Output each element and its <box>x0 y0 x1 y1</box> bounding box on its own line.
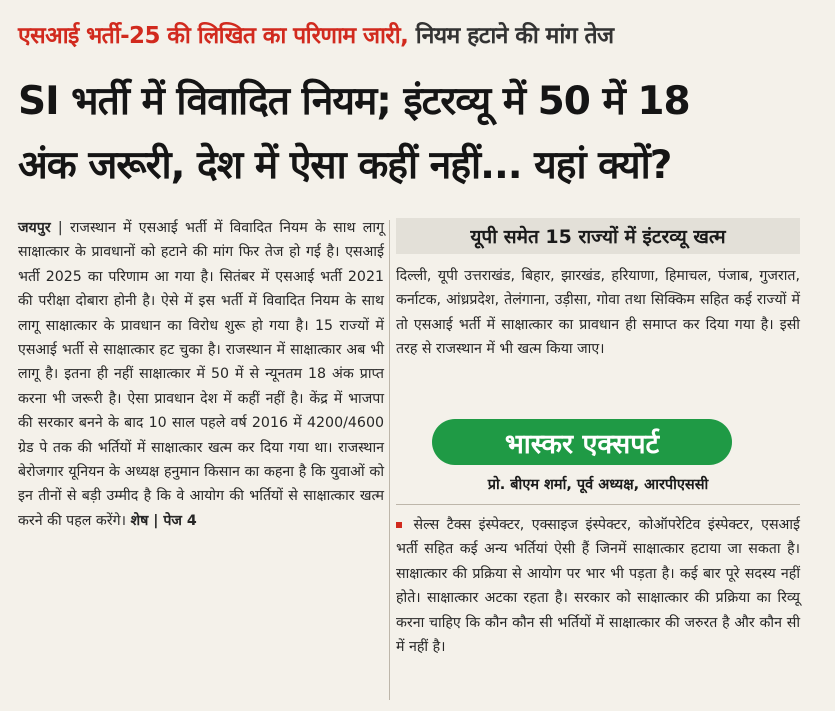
headline-line-1: SI भर्ती में विवादित नियम; इंटरव्यू में 50 में 18 <box>18 79 690 124</box>
expert-opinion <box>396 513 800 659</box>
expert-title: पूर्व अध्यक्ष, आरपीएससी <box>576 477 709 493</box>
continuation-note: शेष | पेज 4 <box>130 512 197 529</box>
expert-divider <box>396 504 800 505</box>
kicker-headline <box>18 18 823 50</box>
expert-name: प्रो. बीएम शर्मा, <box>487 477 572 493</box>
kicker-red-text: एसआई भर्ती-25 की लिखित का परिणाम जारी, <box>18 23 409 49</box>
sidebar-body: दिल्ली, यूपी उत्तराखंड, बिहार, झारखंड, हरियाणा, हिमाचल, पंजाब, गुजरात, कर्नाटक, आंध्रप्रदेश, तेलंगाना, उड़ीसा, गोवा तथा सिक्किम सहित कई राज्यों में तो एसआई भर्ती में साक्षात्कार का प्रावधान ही समाप्त कर दिया गया है। इसी तरह से राजस्थान में भी खत्म किया जाए। <box>396 268 800 358</box>
expert-badge-label: भास्कर एक्सपर्ट <box>504 428 660 460</box>
main-headline <box>18 70 823 198</box>
column-divider <box>389 220 390 700</box>
expert-byline <box>396 474 800 494</box>
main-story-column <box>18 216 384 533</box>
bullet-icon <box>396 522 402 528</box>
main-story-body: राजस्थान में एसआई भर्ती में विवादित नियम के साथ लागू साक्षात्कार के प्रावधानों को हटाने की मांग फिर तेज हो गई है। एसआई भर्ती 2025 का परिणाम आ गया है। सितंबर में एसआई भर्ती 2021 की परीक्षा दोबारा होनी है। ऐसे में इस भर्ती में विवादित नियम के साथ लागू साक्षात्कार के प्रावधान का विरोध शुरू हो गया है। 15 राज्यों में एसआई भर्ती से साक्षात्कार हट चुका है। राजस्थान में साक्षात्कार अब भी लागू है। इतना ही नहीं साक्षात्कार में 50 में से न्यूनतम 18 अंक प्राप्त करना भी जरूरी है। ऐसा प्रावधान देश में कहीं नहीं है। केंद्र में भाजपा की सरकार बनने के बाद 10 साल पहले वर्ष 2016 में 4200/4600 ग्रेड पे तक की भर्तियों में साक्षात्कार खत्म कर दिया गया था। राजस्थान बेरोजगार यूनियन के अध्यक्ष हनुमान किसान का कहना है कि युवाओं को इन तीनों से बड़ी उम्मीद है कि वे आयोग की भर्तियों से साक्षात्कार खत्म करने की पहल करेंगे। <box>18 220 384 529</box>
sidebar-subhead-bar <box>396 218 800 254</box>
sidebar-subhead: यूपी समेत 15 राज्यों में इंटरव्यू खत्म <box>470 226 726 248</box>
expert-badge <box>432 419 732 465</box>
expert-opinion-body: सेल्स टैक्स इंस्पेक्टर, एक्साइज इंस्पेक्टर, कोऑपरेटिव इंस्पेक्टर, एसआई भर्ती सहित कई अन्य भर्तियां ऐसी हैं जिनमें साक्षात्कार हटाया जा सकता है। साक्षात्कार की प्रक्रिया से आयोग पर भार भी पड़ता है। कई बार पूरे सदस्य नहीं होते। साक्षात्कार अटका रहता है। सरकार को साक्षात्कार की प्रक्रिया का रिव्यू करना चाहिए कि कौन कौन सी भर्तियों में साक्षात्कार की जरुरत है और कौन सी में नहीं है। <box>396 517 800 656</box>
kicker-grey-text: नियम हटाने की मांग तेज <box>415 23 614 49</box>
headline-line-2: अंक जरूरी, देश में ऐसा कहीं नहीं... यहां क्यों? <box>18 143 672 188</box>
dateline: जयपुर <box>18 220 51 236</box>
dateline-separator: | <box>57 220 63 236</box>
